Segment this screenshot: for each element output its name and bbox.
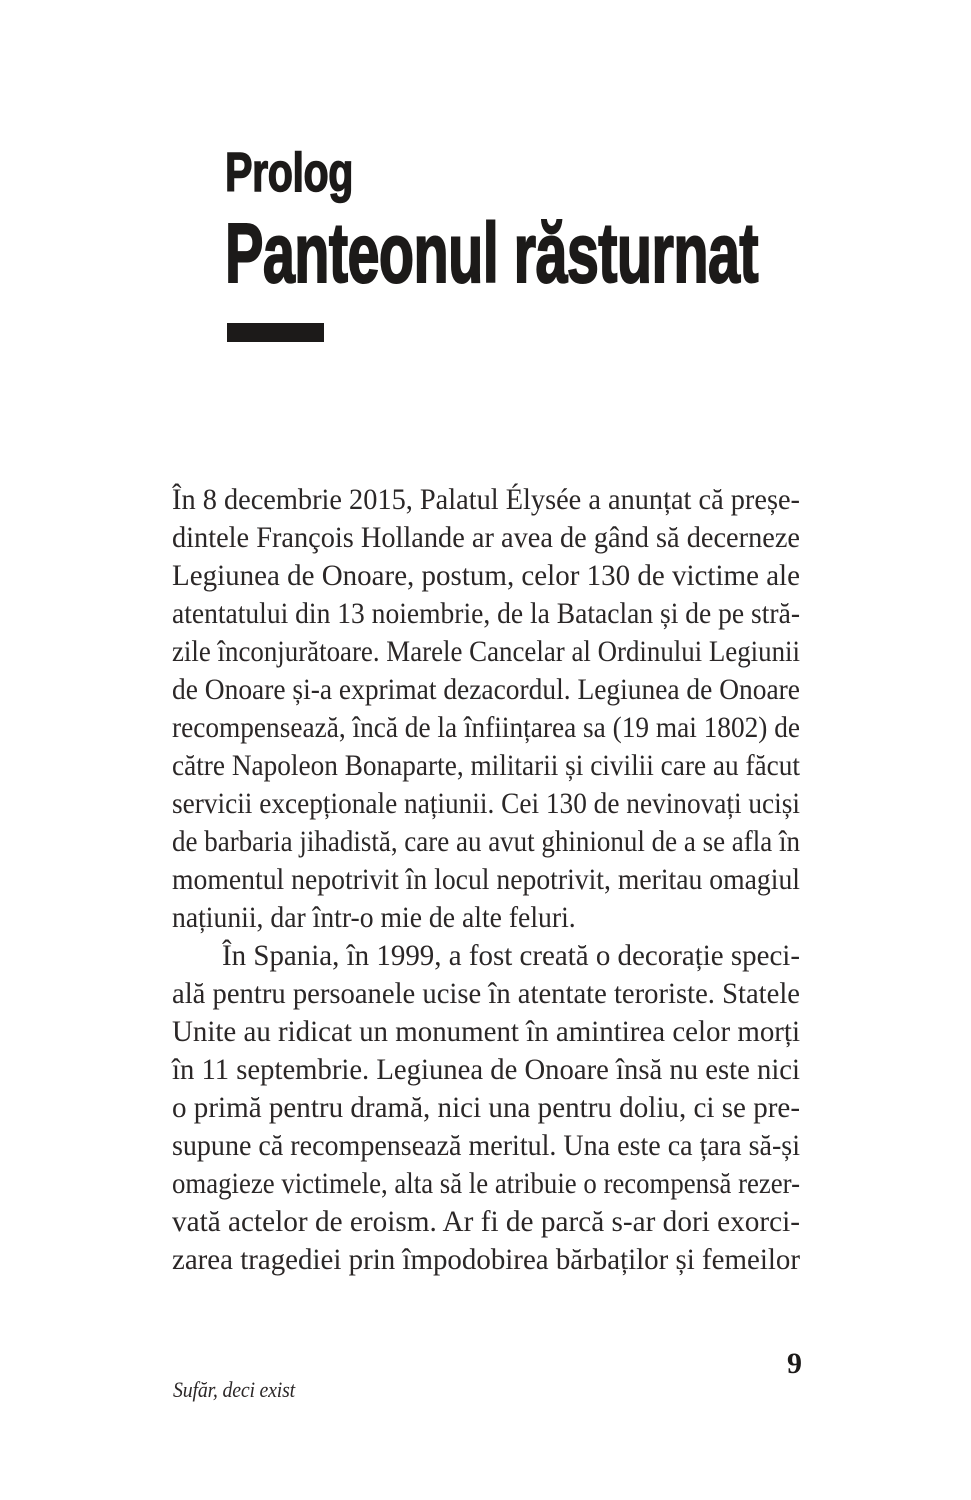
- chapter-kicker-text: Prolog: [225, 141, 353, 203]
- body-line: zarea tragediei prin împodobirea bărbaților și femeilor: [172, 1243, 800, 1276]
- body-line: omagieze victimele, alta să le atribuie o recompensă rezer-: [172, 1167, 800, 1200]
- body-line: momentul nepotrivit în locul nepotrivit, meritau omagiul: [172, 863, 800, 896]
- page-number: 9: [787, 1347, 802, 1380]
- body-line: în 11 septembrie. Legiunea de Onoare însă nu este nici: [172, 1053, 800, 1086]
- body-line: către Napoleon Bonaparte, militarii și civilii care au făcut: [172, 749, 800, 782]
- body-line: În Spania, în 1999, a fost creată o decorație speci-: [222, 939, 800, 972]
- body-line: zile înconjurătoare. Marele Cancelar al Ordinului Legiunii: [172, 635, 800, 668]
- body-line: Legiunea de Onoare, postum, celor 130 de victime ale: [172, 559, 800, 592]
- body-line: Unite au ridicat un monument în amintirea celor morți: [172, 1015, 800, 1048]
- running-footer-text: Sufăr, deci exist: [173, 1377, 295, 1402]
- chapter-title-text: Panteonul răsturnat: [225, 206, 758, 300]
- body-line: de Onoare și-a exprimat dezacordul. Legiunea de Onoare: [172, 673, 800, 706]
- body-line: ală pentru persoanele ucise în atentate teroriste. Statele: [172, 977, 800, 1010]
- body-text: [172, 481, 800, 1279]
- body-line: dintele François Hollande ar avea de gând să decerneze: [172, 521, 800, 554]
- body-line: servicii excepționale națiunii. Cei 130 de nevinovați uciși: [172, 787, 801, 820]
- body-line: o primă pentru dramă, nici una pentru doliu, ci se pre-: [172, 1091, 800, 1124]
- chapter-kicker: [225, 141, 396, 203]
- body-line: vată actelor de eroism. Ar fi de parcă s-ar dori exorci-: [172, 1205, 801, 1238]
- body-line: recompensează, încă de la înființarea sa (19 mai 1802) de: [172, 711, 800, 744]
- chapter-title: [225, 206, 971, 300]
- body-line: supune că recompensează meritul. Una este ca țara să-și: [172, 1129, 801, 1162]
- title-rule: [227, 323, 324, 342]
- body-line: atentatului din 13 noiembrie, de la Bataclan și de pe stră-: [172, 597, 800, 630]
- running-footer: [173, 1377, 308, 1403]
- body-line: de barbaria jihadistă, care au avut ghinionul de a se afla în: [172, 825, 800, 858]
- body-line: națiunii, dar într-o mie de alte feluri.: [172, 901, 576, 934]
- body-line: În 8 decembrie 2015, Palatul Élysée a anunțat că preșe-: [172, 483, 800, 516]
